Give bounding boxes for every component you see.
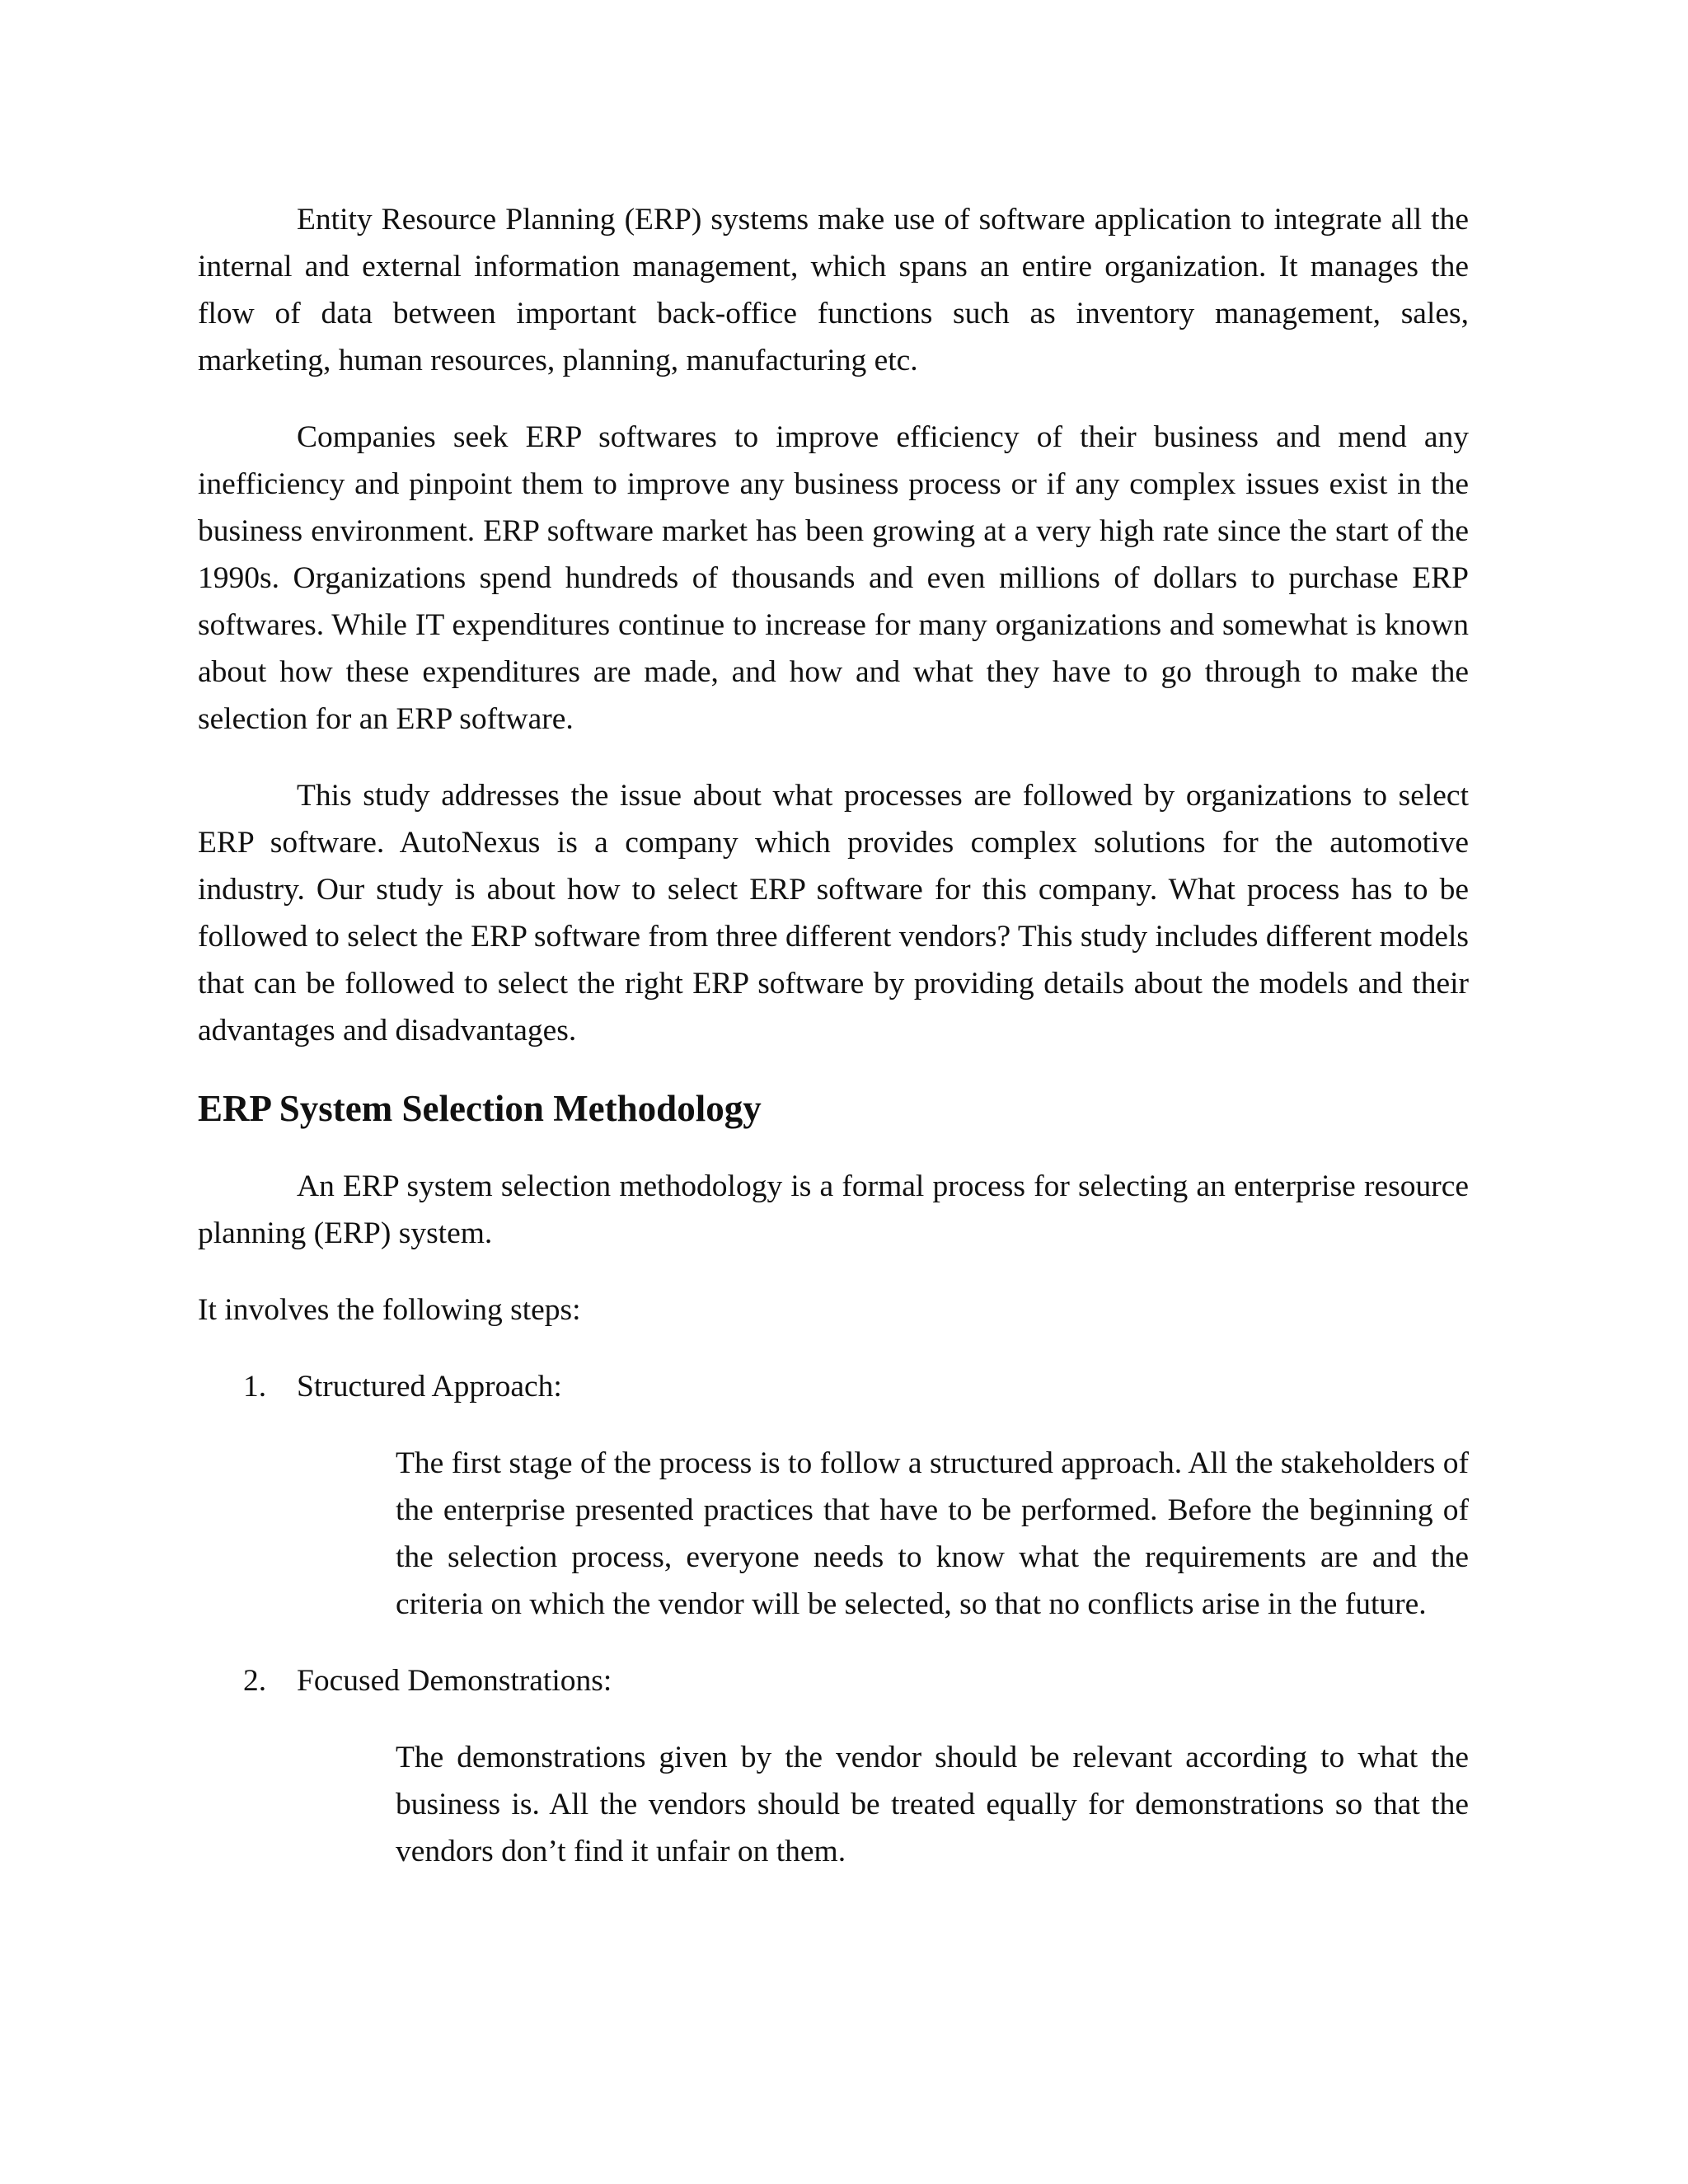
steps-lead-text: It involves the following steps: <box>198 1293 581 1327</box>
step-title <box>198 1657 1469 1704</box>
steps-list <box>198 1363 1469 1875</box>
step-number: 1. <box>243 1370 267 1404</box>
step-description: The demonstrations given by the vendor should be relevant according to what the business is. All the vendors should be treated equally for demonstrations so that the vendors don’t find it unfair on them. <box>396 1741 1469 1868</box>
paragraph-study-scope: This study addresses the issue about what processes are followed by organizations to select ERP software. AutoNexus is a company which provides complex solutions for the automotive industry. Our study is about how to select ERP software for this company. What process has to be followed to select the ERP software from three different vendors? This study includes different models that can be followed to select the right ERP software by providing details about the models and their advantages and disadvantages. <box>198 779 1469 1047</box>
paragraph-erp-market: Companies seek ERP softwares to improve efficiency of their business and mend any inefficiency and pinpoint them to improve any business process or if any complex issues exist in the business environment. ERP software market has been growing at a very high rate since the start of the 1990s. Organizations spend hundreds of thousands and even millions of dollars to purchase ERP softwares. While IT expenditures continue to increase for many organizations and somewhat is known about how these expenditures are made, and how and what they have to go through to make the selection for an ERP software. <box>198 420 1469 736</box>
step-title <box>198 1363 1469 1410</box>
step-description: The first stage of the process is to follow a structured approach. All the stakeholders of the enterprise presented practices that have to be performed. Before the beginning of the selection process, everyone needs to know what the requirements are and the criteria on which the vendor will be selected, so that no conflicts arise in the future. <box>396 1446 1469 1621</box>
step-title-text: Focused Demonstrations: <box>297 1664 612 1698</box>
section-heading: ERP System Selection Methodology <box>198 1088 762 1129</box>
paragraph-methodology-intro: An ERP system selection methodology is a formal process for selecting an enterprise resource planning (ERP) system. <box>198 1169 1469 1250</box>
paragraph-erp-definition: Entity Resource Planning (ERP) systems make use of software application to integrate all the internal and external information management, which spans an entire organization. It manages the flow of data between important back-office functions such as inventory management, sales, marketing, human resources, planning, manufacturing etc. <box>198 203 1469 377</box>
step-number: 2. <box>243 1664 267 1698</box>
list-item <box>198 1363 1469 1628</box>
list-item <box>198 1657 1469 1875</box>
step-title-text: Structured Approach: <box>297 1370 562 1404</box>
document-body <box>198 196 1469 1905</box>
